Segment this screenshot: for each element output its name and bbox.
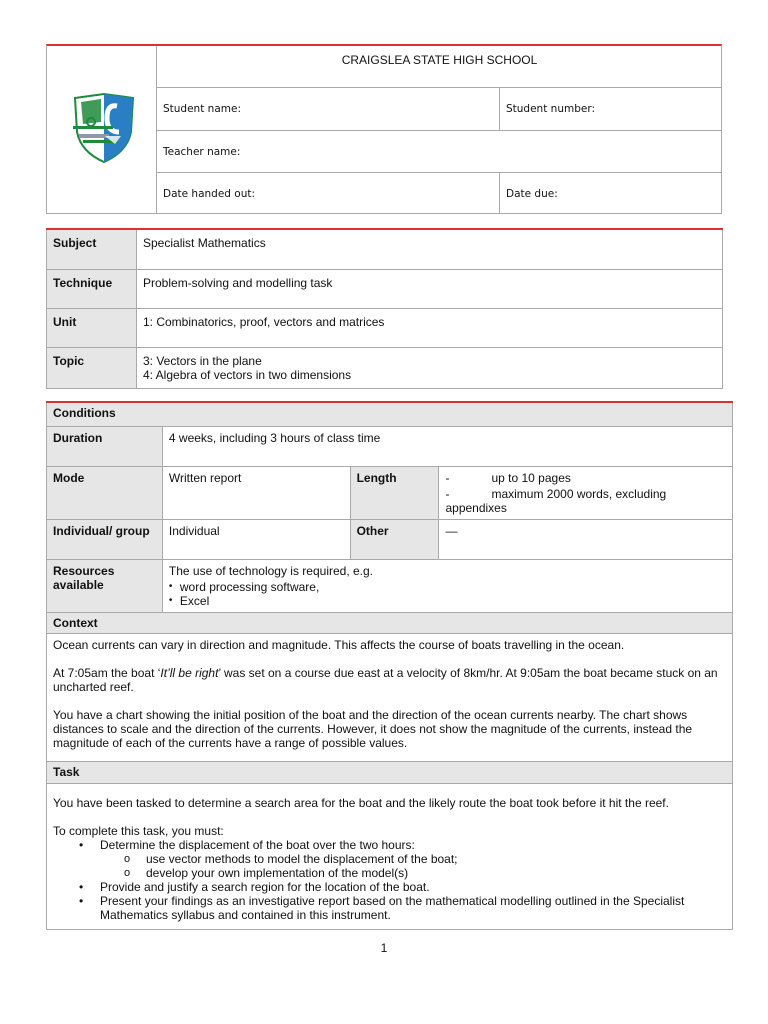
mode-row (47, 466, 733, 519)
unit-label: Unit (47, 308, 137, 347)
student-name-field[interactable] (157, 88, 500, 130)
duration-row (47, 426, 733, 466)
technique-row (47, 269, 723, 308)
date-due-label: Date due: (506, 188, 558, 200)
individual-label: Individual/ group (47, 519, 163, 559)
date-handed-out-field[interactable] (157, 173, 500, 214)
topic-row (47, 347, 723, 388)
task-list (53, 838, 726, 922)
mode-value: Written report (162, 466, 350, 519)
school-crest-icon (71, 92, 137, 164)
length-value (439, 466, 733, 519)
date-handed-out-label: Date handed out: (163, 188, 256, 200)
date-due-field[interactable] (500, 173, 722, 214)
topic-line-1: 3: Vectors in the plane (143, 353, 262, 368)
individual-value: Individual (162, 519, 350, 559)
task-item: • Provide and justify a search region for the location of the boat. (53, 880, 726, 894)
subject-row (47, 229, 723, 269)
context-p2-before: At 7:05am the boat ‘ (53, 665, 161, 680)
length-item-1-text: up to 10 pages (491, 470, 571, 485)
task-subitem: o use vector methods to model the displacement of the boat; (100, 852, 726, 866)
conditions-table (46, 401, 733, 930)
context-body (47, 633, 733, 761)
individual-row (47, 519, 733, 559)
topic-value (137, 347, 723, 388)
length-item-2-text: maximum 2000 words, excluding (491, 486, 667, 501)
length-item-2-cont: appendixes (445, 500, 507, 515)
context-p2-after: ’ was set on a course due east at a velocity of 8km/hr. At 9:05am the boat became stuck on an uncharted reef. (53, 665, 718, 694)
resources-item: • Excel (169, 594, 726, 608)
subject-value: Specialist Mathematics (137, 229, 723, 269)
duration-label: Duration (47, 426, 163, 466)
student-name-label: Student name: (163, 103, 241, 115)
other-label: Other (350, 519, 439, 559)
student-number-field[interactable] (500, 88, 722, 130)
conditions-heading: Conditions (47, 402, 733, 426)
mode-label: Mode (47, 466, 163, 519)
other-value: — (439, 519, 733, 559)
page-number: 1 (380, 941, 388, 955)
task-paragraph-1: You have been tasked to determine a search area for the boat and the likely route the boat took before it hit the reef. (53, 795, 669, 810)
resources-intro: The use of technology is required, e.g. (168, 563, 374, 578)
task-item (53, 838, 726, 880)
context-paragraph-2 (53, 666, 726, 694)
teacher-row (157, 131, 722, 173)
task-heading-row (47, 761, 733, 783)
resources-value (162, 559, 732, 612)
assessment-info-table (46, 228, 723, 389)
unit-value: 1: Combinatorics, proof, vectors and matrices (137, 308, 723, 347)
resources-item: • word processing software, (169, 580, 726, 594)
technique-label: Technique (47, 269, 137, 308)
dates-row (157, 173, 722, 214)
context-paragraph-3: You have a chart showing the initial position of the boat and the direction of the ocean currents nearby. The chart shows distances to scale and the direction of the currents. However, it does not show the magnitude of the currents, instead the magnitude of each of the currents have a range of possible values. (53, 707, 693, 750)
task-sublist (100, 852, 726, 880)
task-item: • Present your findings as an investigative report based on the mathematical modelling outlined in the Specialist Mathematics syllabus and contained in this instrument. (53, 894, 726, 922)
task-body-row (47, 783, 733, 929)
length-dash-1: - (445, 470, 450, 485)
conditions-heading-row (47, 402, 733, 426)
context-heading: Context (47, 612, 733, 633)
task-paragraph-2: To complete this task, you must: (53, 823, 224, 838)
context-paragraph-1: Ocean currents can vary in direction and magnitude. This affects the course of boats travelling in the ocean. (53, 637, 625, 652)
technique-value: Problem-solving and modelling task (137, 269, 723, 308)
task-body (47, 783, 733, 929)
length-item-1 (445, 471, 726, 485)
length-dash-2: - (445, 486, 450, 501)
subject-label: Subject (47, 229, 137, 269)
resources-row (47, 559, 733, 612)
length-item-2 (445, 487, 726, 501)
resources-label: Resources available (47, 559, 163, 612)
topic-line-2: 4: Algebra of vectors in two dimensions (143, 367, 352, 382)
task-subitem: o develop your own implementation of the model(s) (100, 866, 726, 880)
task-heading: Task (47, 761, 733, 783)
student-number-label: Student number: (506, 103, 596, 115)
duration-value: 4 weeks, including 3 hours of class time (162, 426, 732, 466)
school-row (157, 46, 722, 88)
task-item-1-text: Determine the displacement of the boat over the two hours: (100, 837, 415, 852)
student-row (157, 88, 722, 131)
topic-label: Topic (47, 347, 137, 388)
context-heading-row (47, 612, 733, 633)
header-table (46, 44, 722, 214)
resources-list (169, 580, 726, 608)
boat-name: It’ll be right (160, 665, 219, 680)
school-name-text: CRAIGSLEA STATE HIGH SCHOOL (341, 53, 538, 67)
school-name (157, 46, 722, 87)
logo-cell (47, 46, 157, 214)
teacher-name-field[interactable] (157, 131, 722, 172)
unit-row (47, 308, 723, 347)
context-body-row (47, 633, 733, 761)
teacher-name-label: Teacher name: (163, 146, 241, 158)
length-label: Length (350, 466, 439, 519)
